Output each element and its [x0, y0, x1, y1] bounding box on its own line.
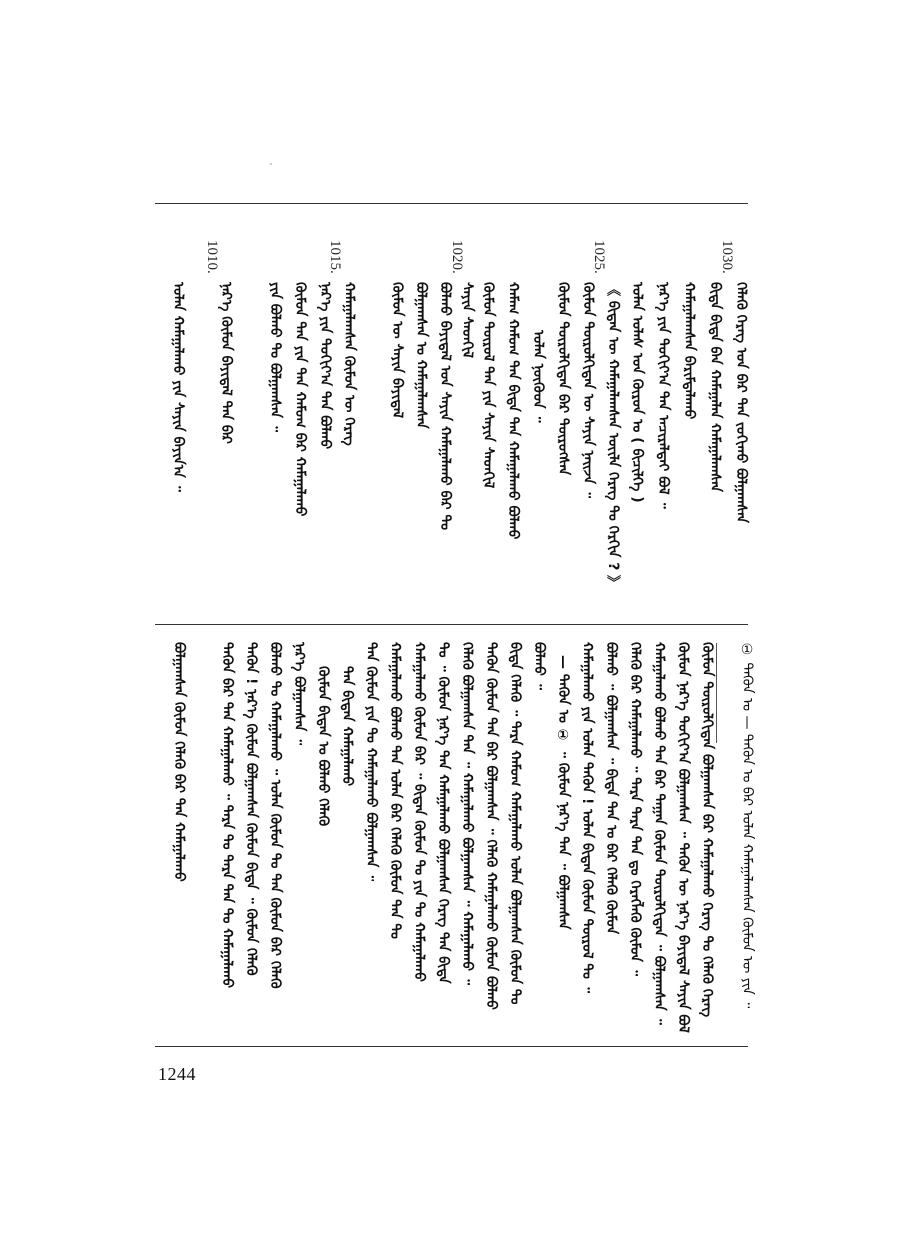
lower-line: ᠲᠠᠨ ᠬᠦᠮᠦᠨ ᠶᠢᠨ ᠲᠤ ᠬᠠᠮᠠᠭᠠᠯᠠᠬᠤ ᠪᠣᠯᠭᠠᠭᠰᠠᠨ ᠃	[363, 642, 379, 882]
line-number-1025: 1025.	[591, 240, 607, 274]
upper-line: ᠨᠡᠷ᠎ᠡ ᠶᠢᠨ ᠲᠣᠬᠢᠶ᠎ᠠ ᠲᠠᠨ ᠪᠣᠯᠬᠤ	[317, 282, 333, 450]
upper-line: ᠨᠡᠷ᠎ᠡ ᠬᠦᠮᠦᠨ ᠪᠠᠶᠢᠳᠠᠯ ᠲᠠᠨ ᠪᠠᠷ	[218, 282, 234, 444]
lower-line: ᠲᠡᠭᠦᠨ ᠪᠠᠷ ᠲᠠᠨ ᠬᠠᠮᠠᠭᠠᠯᠠᠬᠤ ᠃ ᠲᠡᠷᠡ ᠲᠤ ᠲᠡᠷᠡ ᠲᠠᠨ ᠲᠤ ᠬᠠᠮᠠᠭᠠᠯᠠᠬᠤ	[219, 642, 235, 988]
lower-line: ᠬᠠᠮᠠᠭᠠᠯᠠᠬᠤ ᠶᠢᠨ ᠣᠯᠠᠨ ᠲᠡᠭᠦᠨ ! ᠣᠯᠠᠨ ᠪᠢᠳᠡᠨ ᠬᠦᠮᠦᠨ ᠲᠥᠷᠦᠯ ᠲᠤ ᠃	[579, 642, 595, 994]
upper-line: ᠨᠡᠷ᠎ᠡ ᠶᠢᠨ ᠲᠣᠬᠢᠶ᠎ᠠ ᠲᠠᠨ ᠠᠴᠢᠷᠠᠯᠲᠠᠢ ᠪᠣᠯ ᠃	[655, 282, 671, 509]
lower-line: ᠲᠤ ᠃ ᠬᠦᠮᠦᠨ ᠨᠡᠷ᠎ᠡ ᠲᠠᠨ ᠬᠠᠮᠠᠭᠠᠯᠠᠬᠤ ᠪᠣᠯᠭᠠᠭᠰᠠᠨ ᠬᠡᠷᠡᠭ ᠲᠠᠨ ᠪᠢᠳᠡ	[435, 642, 451, 984]
lower-line: ᠪᠢᠳᠡ ᠬᠡᠯᠡᠬᠦ ᠃ ᠲᠡᠷᠡ ᠬᠠᠮᠤᠭ ᠬᠠᠮᠠᠭᠠᠯᠠᠬᠤ ᠣᠯᠠᠨ ᠪᠣᠯᠭᠠᠭᠰᠠᠨ ᠬᠦᠮᠦᠨ ᠲᠤ	[507, 642, 523, 1005]
line-number-1010: 1010.	[204, 240, 220, 274]
lower-line: ᠬᠡᠯᠡᠬᠦ ᠪᠣᠯᠭᠠᠭᠰᠠᠨ ᠲᠠᠨ ᠃ ᠬᠠᠮᠠᠭᠠᠯᠠᠬᠤ ᠪᠣᠯᠭᠠᠭᠰᠠᠨ ᠃ ᠬᠠᠮᠠᠭᠠᠯᠠᠬᠤ ᠃	[459, 642, 475, 986]
upper-line: ᠬᠦᠮᠦᠨ ᠲᠠᠨ ᠶᠢᠨ ᠲᠠᠨ ᠬᠠᠮᠤᠭ ᠪᠠᠷ ᠬᠠᠮᠠᠭᠠᠯᠠᠬᠤ	[292, 282, 308, 517]
line-number-1015: 1015.	[327, 240, 343, 274]
bottom-rule	[155, 1046, 748, 1047]
top-rule	[155, 203, 748, 204]
lower-line: — ᠲᠡᠭᠦᠨ ᠤ ① ᠃ ᠬᠦᠮᠦᠨ ᠨᠡᠷ᠎ᠡ ᠲᠠᠨ ᠃ ᠪᠣᠯᠭᠠᠭᠰᠠᠨ	[555, 655, 571, 930]
upper-line: ᠬᠦᠮᠦᠨ ᠲᠥᠷᠦᠯᠬᠢᠲᠡᠨ ᠪᠠᠷ ᠲᠥᠷᠦᠭᠰᠡᠨ	[555, 282, 571, 476]
middle-rule	[155, 624, 748, 625]
line-number-1030: 1030.	[719, 240, 735, 274]
upper-line: 《 ᠪᠢᠳᠡᠨ ᠦ ᠬᠠᠮᠠᠭᠠᠯᠠᠭᠰᠠᠨ ᠦᠢᠯᠡ ᠬᠡᠷᠡᠭ ᠲᠤ ᠬᠡᠷᠬᠢᠨ ? 》	[605, 282, 621, 590]
line-number-1020: 1020.	[449, 240, 465, 274]
upper-line: ᠬᠠᠮᠠᠭᠠᠯᠠᠭᠰᠠᠨ ᠬᠦᠮᠦᠨ ᠦ ᠬᠡᠷᠡᠭ	[341, 282, 357, 446]
upper-line: ᠣᠯᠠᠨ ᠤᠯᠠᠰ ᠤᠨ ᠭᠦᠷᠦᠨ ᠤ ( ᠪᠢᠴᠢᠯᠭᠡ )	[629, 282, 645, 503]
upper-line: ᠣᠯᠠᠨ ᠨᠥᠬᠦᠳ ᠃	[530, 330, 546, 423]
upper-line: ᠬᠠᠮᠠᠭ ᠬᠠᠮᠤᠭ ᠲᠠᠨ ᠪᠢᠳᠡ ᠲᠠᠨ ᠬᠠᠮᠠᠭᠠᠯᠠᠬᠤ ᠪᠣᠯᠬᠤ	[505, 282, 521, 540]
lower-line: ᠲᠡᠭᠦᠨ ᠬᠦᠮᠦᠨ ᠲᠠᠨ ᠪᠡᠷ ᠪᠣᠯᠭᠠᠭᠰᠠᠨ ᠃ ᠬᠡᠯᠡᠬᠦ ᠬᠠᠮᠠᠭᠠᠯᠠᠬᠤ ᠬᠦᠮᠦᠨ ᠪᠣᠯᠬᠤ	[483, 642, 499, 1010]
lower-line: ᠬᠠᠮᠠᠭᠠᠯᠠᠬᠤ ᠬᠦᠮᠦᠨ ᠪᠠᠷ ᠃ ᠪᠢᠳᠡᠨ ᠬᠦᠮᠦᠨ ᠲᠤ ᠶᠢᠨ ᠲᠤ ᠬᠠᠮᠠᠭᠠᠯᠠᠬᠤ	[411, 642, 427, 982]
page-number: 1244	[158, 1064, 196, 1084]
upper-line: ᠪᠢᠳᠡ ᠪᠢᠳᠡ ᠪᠡᠨ ᠬᠠᠮᠠᠭᠠᠯᠠᠨ ᠬᠠᠮᠠᠭᠠᠯᠠᠭᠰᠠᠨ	[707, 282, 723, 493]
lower-line: ᠬᠡᠯᠡᠬᠦ ᠪᠠᠷ ᠬᠠᠮᠠᠭᠠᠯᠠᠬᠤ ᠃ ᠲᠡᠷᠡ ᠲᠡᠷᠡ ᠲᠠᠨ ᠳᠤ ᠬᠡᠷᠡᠭᠯᠡᠬᠦ ᠬᠦᠮᠦᠨ ᠃	[627, 642, 643, 977]
lower-line: ᠲᠠᠨ ᠪᠢᠳᠡᠨ ᠬᠠᠮᠠᠭᠠᠯᠠᠬᠤ	[339, 666, 355, 787]
lower-line: ᠬᠦᠮᠦᠨ ᠨᠡᠷ᠎ᠡ ᠲᠣᠬᠢᠶ᠎ᠠ ᠪᠣᠯᠭᠠᠭᠰᠠᠨ ᠃ ᠲᠡᠭᠦᠨ ᠦ ᠨᠡᠷ᠎ᠡ ᠪᠠᠶᠢᠳᠠᠯ ᠰᠠᠶᠢᠨ ᠪᠣᠯ	[675, 642, 691, 1033]
footnote-line: ① ᠲᠡᠭᠦᠨ ᠤ — ᠲᠡᠭᠦᠨ ᠤ ᠪᠡᠷ ᠣᠯᠠᠨ ᠬᠠᠮᠠᠭᠠᠯᠠᠭᠰᠠᠨ ᠬᠦᠮᠦᠨ ᠦ ᠶᠢᠨ ᠃	[739, 642, 755, 1009]
upper-line: ᠬᠦᠮᠦᠨ ᠲᠥᠷᠦᠯ ᠲᠠᠨ ᠶᠢᠨ ᠰᠠᠶᠢᠨ ᠰᠡᠳᠬᠢᠯ	[480, 282, 496, 489]
lower-line: ᠪᠣᠯᠬᠤ ᠲᠤ ᠬᠠᠮᠠᠭᠠᠯᠠᠬᠤ ᠃ ᠣᠯᠠᠨ ᠬᠦᠮᠦᠨ ᠲᠤ ᠲᠠᠨ ᠬᠦᠮᠦᠨ ᠪᠠᠷ ᠬᠡᠯᠡᠬᠦ	[267, 642, 283, 989]
upper-line: ᠬᠦᠮᠦᠨ ᠦ ᠰᠠᠶᠢᠨ ᠪᠠᠶᠢᠳᠠᠯ	[389, 282, 405, 419]
upper-line: ᠬᠦᠮᠦᠨ ᠲᠥᠷᠦᠯᠬᠢᠲᠡᠨ ᠦ ᠰᠠᠶᠢᠨ ᠨᠠᠢᠵᠠ ᠃	[580, 282, 596, 499]
lower-line: ᠬᠠᠮᠠᠭᠠᠯᠠᠬᠤ ᠪᠣᠯᠬᠤ ᠲᠠᠨ ᠪᠠᠷ ᠳᠠᠭᠠᠨ ᠬᠦᠮᠦᠨ ᠲᠥᠷᠦᠯᠬᠢᠲᠡᠨ ᠃ ᠪᠣᠯᠭᠠᠭᠰᠠᠨ ᠃	[651, 642, 667, 1025]
upper-line: ᠰᠠᠶᠢᠨ ᠰᠡᠳᠬᠢᠯ	[459, 282, 475, 359]
upper-line: ᠬᠡᠯᠡᠬᠦ ᠬᠡᠷᠡᠭ ᠤᠨ ᠪᠡᠷ ᠲᠠᠨ ᠵᠣᠬᠢᠬᠤ ᠪᠣᠯᠭᠠᠭᠰᠠᠨ	[733, 282, 749, 524]
upper-line: ᠪᠣᠯᠬᠤ ᠪᠠᠶᠢᠳᠠᠯ ᠤᠨ ᠰᠠᠶᠢᠨ ᠬᠠᠮᠠᠭᠠᠯᠠᠬᠤ ᠪᠠᠷ ᠲᠤ	[437, 282, 453, 531]
lower-line: ᠬᠦᠮᠦᠨ ᠪᠢᠳᠡᠨ ᠤ ᠪᠣᠯᠬᠤ ᠬᠡᠯᠡᠬᠦ	[315, 666, 331, 827]
lower-line: ᠪᠣᠯᠬᠤ ᠃	[531, 642, 547, 690]
upper-line: ᠣᠯᠠᠨ ᠬᠠᠮᠠᠭᠠᠯᠠᠬᠤ ᠶᠢᠨ ᠰᠠᠶᠢᠨ ᠪᠠᠶᠢᠨ᠎ᠠ ᠃	[170, 282, 186, 492]
lower-line: ᠬᠠᠮᠠᠭᠠᠯᠠᠬᠤ ᠪᠣᠯᠬᠤ ᠲᠠᠨ ᠣᠯᠠᠨ ᠪᠠᠷ ᠬᠡᠯᠡᠬᠦ ᠬᠦᠮᠦᠨ ᠲᠠᠨ ᠲᠤ	[387, 642, 403, 939]
lower-line: ᠨᠡᠷ᠎ᠡ ᠪᠣᠯᠭᠠᠭᠰᠠᠨ ᠃	[291, 642, 307, 746]
upper-line: ᠬᠠᠮᠠᠭᠠᠯᠠᠭᠰᠠᠨ ᠪᠠᠷᠢᠮᠲᠠᠯᠠᠬᠤ	[681, 282, 697, 420]
lower-line: ᠲᠡᠭᠦᠨ ! ᠨᠡᠷ᠎ᠡ ᠬᠦᠮᠦᠨ ᠪᠣᠯᠭᠠᠭᠰᠠᠨ ᠬᠦᠮᠦᠨ ᠪᠢᠳᠡ ᠃ ᠬᠦᠮᠦᠨ ᠬᠡᠯᠡᠬᠦ	[243, 642, 259, 976]
lower-line: ᠪᠣᠯᠬᠤ ᠃ ᠪᠣᠯᠭᠠᠭᠰᠠᠨ ᠃ ᠪᠢᠳᠡ ᠲᠠᠨ ᠤ ᠪᠡᠷ ᠬᠡᠯᠡᠬᠦ ᠬᠦᠮᠦᠨ	[603, 642, 619, 935]
speck-mark	[270, 163, 272, 165]
lower-line: ᠬᠦᠮᠦᠨ ᠲᠥᠷᠦᠯᠬᠢᠲᠡᠨ ᠪᠣᠯᠭᠠᠭᠰᠠᠨ ᠪᠠᠷ ᠬᠠᠮᠠᠭᠠᠯᠠᠬᠤ ᠬᠡᠷᠡᠭ ᠲᠤ ᠬᠡᠯᠡᠬᠦ ᠬᠡᠷᠡᠭ	[699, 642, 715, 1018]
upper-line: ᠪᠣᠯᠭᠠᠭᠰᠠᠨ ᠤ ᠬᠠᠮᠠᠭᠠᠯᠠᠭᠰᠠᠨ	[413, 282, 429, 429]
upper-line: ᠶᠢᠨ ᠪᠣᠯᠬᠤ ᠲᠤ ᠪᠣᠯᠭᠠᠭᠰᠠᠨ ᠃	[267, 282, 283, 433]
lower-line: ᠪᠣᠯᠭᠠᠭᠰᠠᠨ ᠬᠦᠮᠦᠨ ᠬᠡᠯᠡᠬᠦ ᠪᠠᠷ ᠲᠠᠨ ᠬᠠᠮᠠᠭᠠᠯᠠᠬᠤ	[171, 642, 187, 882]
